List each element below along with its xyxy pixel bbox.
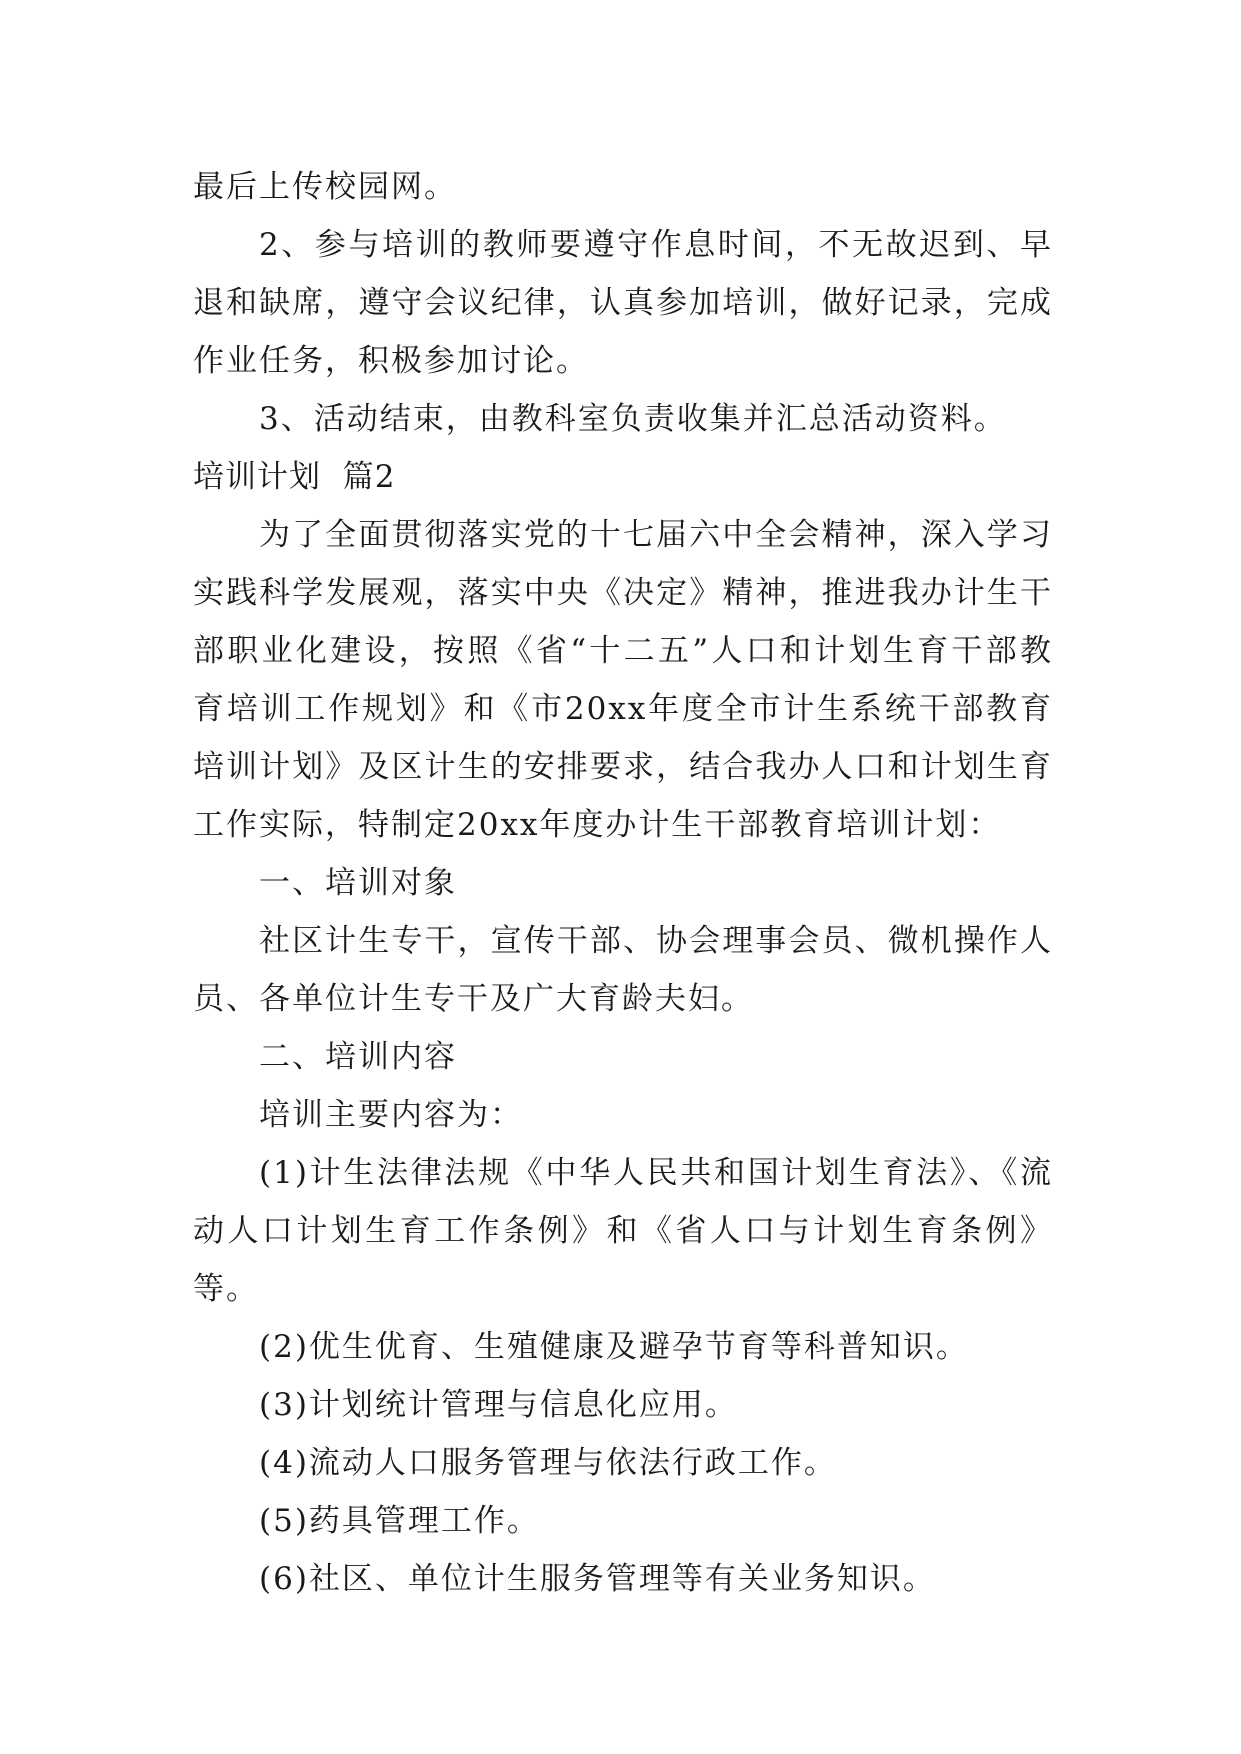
list-item-3: (3)计划统计管理与信息化应用。 [259,1387,738,1423]
paragraph-upload: 最后上传校园网。 [193,169,457,205]
paragraph-item-3: 3、活动结束，由教科室负责收集并汇总活动资料。 [259,401,1007,437]
paragraph-intro: 为了全面贯彻落实党的十七届六中全会精神，深入学习实践科学发展观，落实中央《决定》精神，推进我办计生干部职业化建设，按照《省“十二五”人口和计划生育干部教育培训工作规划》和《市20xx年度全市计生系统干部教育培训计划》及区计生的安排要求，结合我办人口和计划生育工作实际，特制定20xx年度办计生干部教育培训计划： [193,517,1053,843]
paragraph-targets: 社区计生专干，宣传干部、协会理事会员、微机操作人员、各单位计生专干及广大育龄夫妇。 [193,923,1053,1017]
paragraph-item-2: 2、参与培训的教师要遵守作息时间，不无故迟到、早退和缺席，遵守会议纪律，认真参加培训，做好记录，完成作业任务，积极参加讨论。 [193,227,1053,379]
list-item-2: (2)优生优育、生殖健康及避孕节育等科普知识。 [259,1329,969,1365]
paragraph-content-lead: 培训主要内容为： [259,1097,523,1133]
subheading-targets: 一、培训对象 [259,865,457,901]
section-heading: 培训计划 篇2 [193,459,396,495]
list-item-4: (4)流动人口服务管理与依法行政工作。 [259,1445,837,1481]
document-body [193,158,1053,1608]
list-item-5: (5)药具管理工作。 [259,1503,540,1539]
list-item-1: (1)计生法律法规《中华人民共和国计划生育法》、《流动人口计划生育工作条例》和《省人口与计划生育条例》等。 [193,1155,1053,1307]
list-item-6: (6)社区、单位计生服务管理等有关业务知识。 [259,1561,936,1597]
subheading-content: 二、培训内容 [259,1039,457,1075]
